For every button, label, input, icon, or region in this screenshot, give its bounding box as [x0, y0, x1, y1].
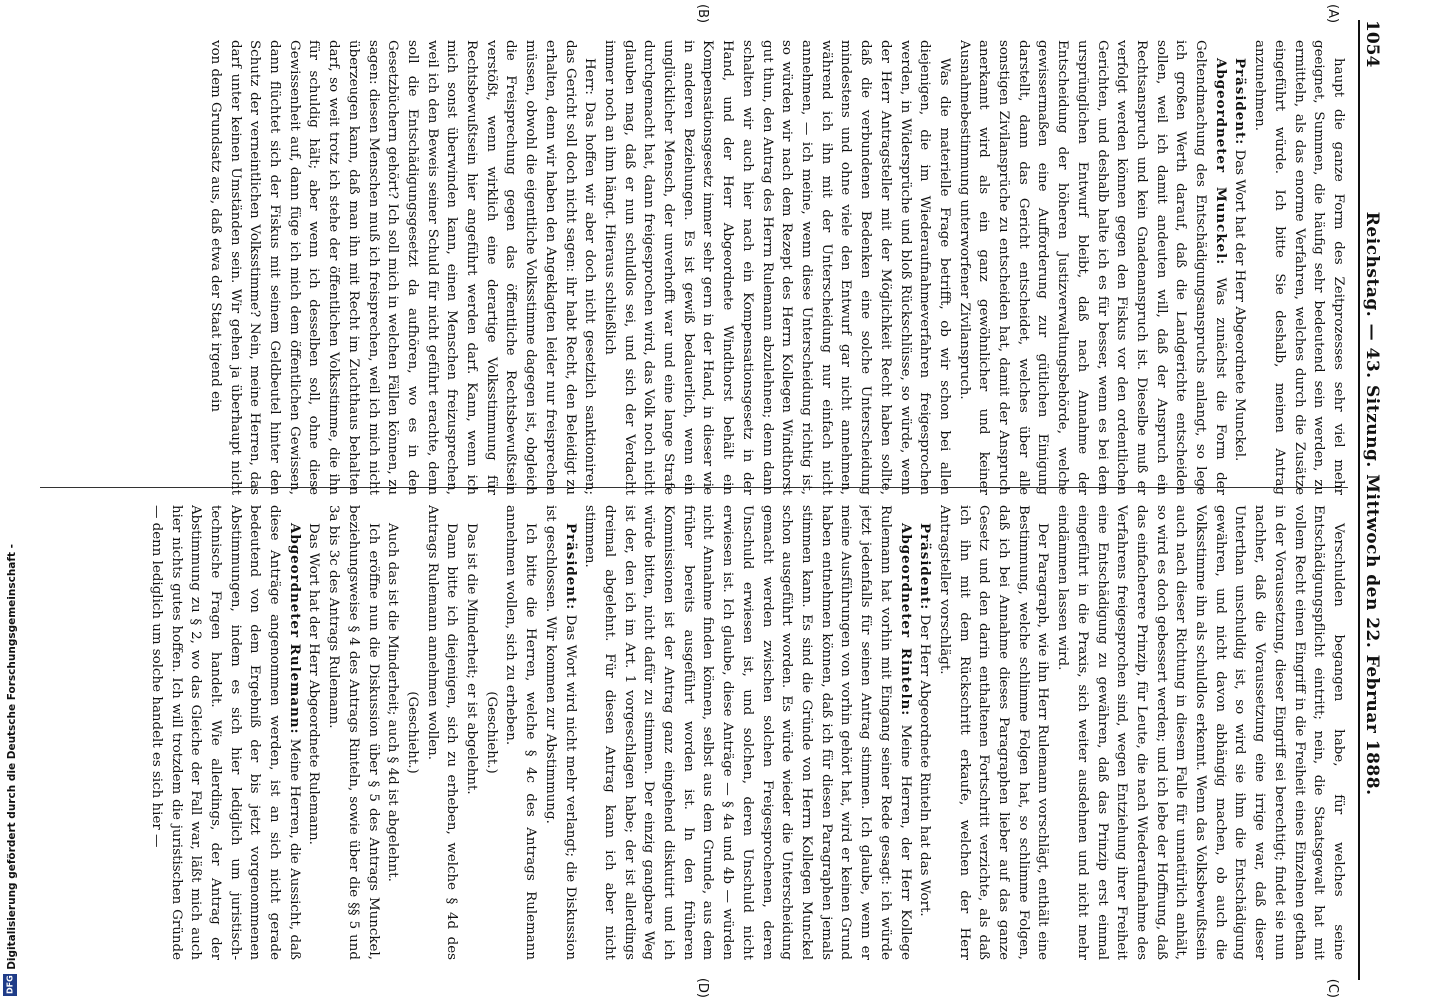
- header-rule: [1358, 20, 1360, 980]
- speaker-name: Abgeordneter Rinteln:: [897, 523, 914, 717]
- page-header: [1362, 20, 1392, 980]
- margin-marker-c: (C): [1325, 978, 1340, 998]
- paragraph: Ich bitte die Herren, welche § 4c des Antrags Rulemann annehmen wollen, sich zu erheben.: [503, 505, 539, 960]
- speech-text: Das Wort hat der Herr Abgeordnete Munckel.: [1232, 149, 1248, 462]
- speaker-paragraph: [1230, 40, 1250, 495]
- left-column: [40, 40, 1348, 495]
- speaker-paragraph: [915, 505, 935, 960]
- margin-marker-b: (B): [695, 4, 710, 24]
- paragraph: haupt die ganze Form des Zeitprozesses sehr viel mehr geeignet, Summen, die häufig sehr bedeutend sein werden, zu ermitteln, als das enorme Verfahren, welches durch die Zusätze eingeführt würde. Ich bitte Sie deshalb, meinen Antrag anzunehmen.: [1252, 40, 1346, 495]
- speech-text: Was zunächst die Form der Geltendmachung des Entschädigungsanspruchs anlangt, so lege ich großen Werth darauf, daß die Landgerichte entscheiden sollen, weil ich damit andeuten will, daß der Anspruch ein Rechtsanspruch und kein Gnadenanspruch ist. Dieselbe muß er verfolgt werden können gegen den Fiskus vor den ordentlichen Gerichten, und deshalb halte ich es für besser, wenn es bei dem ursprünglichen Entwurf bleibt, daß nach Annahme der Entscheidung der höheren Justizverwaltungsbehörde, welche gewissermaßen eine Aufforderung zur gütlichen Einigung darstellt, dann das Gericht entscheidet, welches über alle sonstigen Zivilansprüche zu entscheiden hat, damit der Anspruch anerkannt wird als ein ganz gewöhnlicher und keiner Ausnahmebestimmung unterworfener Zivilanspruch.: [956, 40, 1228, 495]
- paragraph: Auch das ist die Minderheit; auch § 4d ist abgelehnt.: [385, 523, 401, 882]
- speaker-name: Präsident:: [917, 523, 934, 611]
- speaker-name: Abgeordneter Rulemann:: [286, 523, 303, 735]
- paragraph: Verschulden begangen habe, für welches seine Entschädigungspflicht eintritt; nein, die Staatsgewalt hat mit vollem Recht einen Eingriff in die Freiheit eines Einzelnen gethan in der Voraussetzung, dieser Eingriff sei berechtigt; findet sie nun nachher, daß die Voraussetzung eine irrige war, daß dieser Unterthan unschuldig ist, so wird sie ihm die Entschädigung gewähren, und nicht davon abhängig machen, ob auch die Volksstimme ihn als schuldlos erkennt. Wenn das Volksbewußtsein auch nach dieser Richtung in diesem Falle für unnatürlich anhält, so wird es doch gebessert werden; und ich lebe der Hoffnung, daß das einfacherere Prinzip, für Leute, die nach Wiederaufnahme des Verfahrens freigesprochen sind, wegen Entziehung ihrer Freiheit eine Entschädigung zu gewähren, daß das Prinzip erst einmal eingeführt in die Praxis, sich weiter ausdehnen und nicht mehr eindämmen lassen wird.: [1055, 505, 1346, 960]
- right-column: [40, 505, 1348, 960]
- page-number: 1054: [1362, 20, 1382, 68]
- speaker-name: Abgeordneter Munckel:: [1212, 58, 1229, 266]
- speaker-paragraph: [954, 40, 1230, 495]
- paragraph: Herr: Das hoffen wir aber doch nicht gesetzlich sanktioniren; das Gericht soll doch nicht sagen: ihr habt Recht, den Beleidigt zu erhalten, denn wir haben den Angeklagten leider nur freisprechen müssen, obwohl die eigentliche Volksstimme dagegen ist, obgleich die Freisprechung gegen das öffentliche Rechtsbewußtsein verstößt, wenn wirklich eine derartige Volksstimmung für Rechtsbewußtsein hier angeführt werden darf. Kann, wenn ich mich sonst überwinden kann, einen Menschen freizusprechen, weil ich den Beweis seiner Schuld für nicht geführt erachte, denn soll die Entschädigungsgesetzt da aufhören, wo es in den Gesetzbüchern gehört? Ich soll mich in welchen Fällen können, zu sagen: diesen Menschen muß ich freisprechen, weil ich mich nicht überzeugen kann, daß man ihn mit Recht im Zuchthaus behalten darf, so weit trotz ich stehe der öffentlichen Volksstimme, die ihn für schuldig hält; aber wenn ich desselben soll, ohne diese Gewissenheit auf, dann füge ich mich dem öffentlichen Gewissen, dann flüchtet sich der Fiskus mit seinem Geldbeutel hinter den Schutz der verneintlichen Volksstimme? Nein, meine Herren, das darf unter keinen Umständen sein. Wir gehen ja überhaupt nicht von dem Grundsatz aus, daß etwa der Staat irgend ein: [207, 40, 598, 495]
- margin-marker-d: (D): [695, 977, 710, 998]
- page-title: Reichstag. — 43. Sitzung. Mittwoch den 22. Februar 1888.: [1362, 211, 1382, 796]
- paragraph: Das Wort hat der Herr Abgeordnete Rulemann.: [306, 523, 322, 845]
- paragraph: Der Paragraph, wie ihn Herr Rulemann vorschlägt, enthält eine Bestimmung, welche schlimme Folgen hat, so schlimme Folgen, daß ich bei Annahme dieses Paragraphen lieber auf das ganze Gesetz und den darin enthaltenen Fortschritt verzichte, als daß ich ihn mit dem Rückschritt erkaufe, welchen der Herr Antragsteller vorschlägt.: [936, 505, 1051, 960]
- stage-note: (Geschieht.): [404, 691, 420, 774]
- digitization-sidebar: [0, 0, 22, 1000]
- speaker-paragraph: [146, 505, 304, 960]
- paragraph: Das ist die Minderheit; er ist abgelehnt.: [464, 523, 480, 795]
- stage-note: (Geschieht.): [483, 691, 499, 774]
- speaker-paragraph: [540, 505, 579, 960]
- dfg-logo-icon: DFG: [3, 974, 17, 996]
- speech-text: Meine Herren, die Aussicht, daß diese Anträge angenommen werden, ist an sich nicht gerade bedeutend von dem Ergebniß der bis jetzt vorgenommenen Abstimmungen, indem es sich hier lediglich um juristisch-technische Fragen handelt. Wie allerdings, der Antrag der Abstimmung zu § 2, wo das Gleiche der Fall war, läßt mich auch hier nichts gutes hoffen. Ich will trotzdem die juristischen Gründe — denn lediglich um solche handelt es sich hier —: [148, 505, 302, 960]
- paragraph: Was die materielle Frage betrifft, ob wir schon bei allen diejenigen, die im Wiederaufnahmeverfahren freigesprochen werden, in Widersprüche und bloß Rückschlüsse, so würde, wenn der Herr Antragsteller mit der Möglichkeit Recht haben sollte, daß die verbundenen Bedenken eine solche Unterscheidung mindestens und ohne viele den Entwurf gar nicht annehmen, während ich ihn mit der Unterscheidung nur einfach nicht annehmen, — ich meine, wenn diese Unterscheidung richtig ist, so würden wir nach dem Rezept des Herrn Kollegen Windthorst gut thun, den Antrag des Herrn Rulemann abzulehnen; denn dann schalten wir auch hier nach ein Kompensationsgesetz in der Hand, und der Herr Abgeordnete Windthorst behält ein Kompensationsgesetz immer sehr gern in der Hand, in dieser wie in anderen Beziehungen. Es ist gewiß bedauerlich, wenn ein unglücklicher Mensch, der unverhofft war und eine lange Strafe durchgemacht hat, dann freigesprochen wird, das Volk noch nicht glauben mag, daß er nun schuldlos sei, und sich der Verdacht immer noch an ihm hängt. Hieraus schließlich: [601, 40, 952, 495]
- speaker-paragraph: [580, 505, 915, 960]
- paragraph: Ich eröffne nun die Diskussion über § 5 des Antrags Munckel, beziehungsweise § 4 des Antrags Rinteln, sowie über die §§ 5 und 3a bis 3c des Antrags Rulemann.: [326, 505, 381, 960]
- margin-marker-a: (A): [1325, 4, 1340, 24]
- speaker-name: Präsident:: [562, 523, 579, 611]
- speech-text: Das Wort wird nicht mehr verlangt; die Diskussion ist geschlossen. Wir kommen zur Abstimmung.: [542, 505, 578, 960]
- paragraph: Dann bitte ich diejenigen, sich zu erheben, welche § 4d des Antrags Rulemann annehmen wollen.: [424, 505, 460, 960]
- speech-text: Der Herr Abgeordnete Rinteln hat das Wort.: [917, 614, 933, 917]
- digitization-note: Digitalisierung gefördert durch die Deutsche Forschungsgemeinschaft -: [6, 544, 18, 970]
- speaker-name: Präsident:: [1232, 58, 1249, 146]
- speech-text: Meine Herren, der Herr Kollege Rulemann hat vorhin mit Eingang seiner Rede gesagt: ich würde jetzt jedenfalls für seinen Antrag stimmen. Ich glaube, wenn er meine Ausführungen von vorhin gehört hat, wird er keinen Grund haben entnehmen können, daß ich für diesen Paragraphen jemals stimmen kann. Es sind die Gründe von Herrn Kollegen Munckel schon ausgeführt worden. Es würde wieder die Unterscheidung gemacht werden zwischen solchen Freigesprochenen, deren Unschuld erwiesen ist, und solchen, deren Unschuld nicht erwiesen ist. Ich glaube, diese Anträge — § 4a und 4b — würden nicht Annahme finden können, selbst aus dem Grunde, aus dem früher bereits ausgeführt worden ist. In den früheren Kommissionen ist der Antrag ganz eingehend diskutirt und ich würde bitten, nicht dafür zu stimmen. Der einzig gangbare Weg ist der, den ich im Art. 1 vorgeschlagen habe; der ist allerdings dreimal abgelehnt. Für diesen Antrag kann ich aber nicht stimmen.: [582, 505, 913, 960]
